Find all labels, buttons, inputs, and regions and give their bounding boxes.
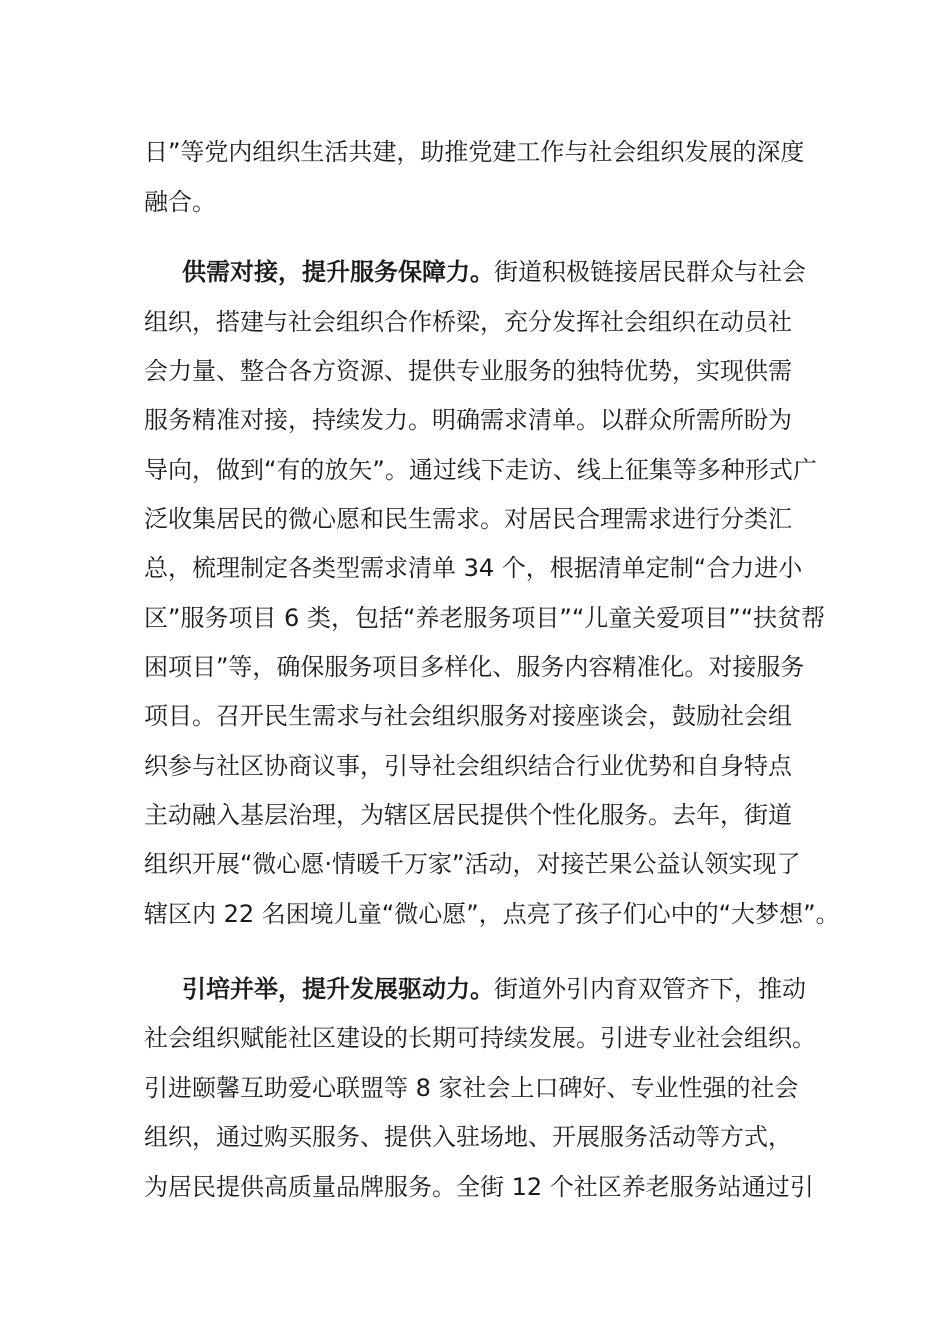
paragraph-first-line (182, 973, 806, 1005)
text-line: 导向，做到“有的放矢”。通过线下走访、线上征集等多种形式广 (144, 456, 817, 484)
text-line: 困项目”等，确保服务项目多样化、服务内容精准化。对接服务 (144, 653, 805, 681)
text-line: 项目。召开民生需求与社会组织服务对接座谈会，鼓励社会组 (144, 702, 792, 730)
text-line: 组织，搭建与社会组织合作桥梁，充分发挥社会组织在动员社 (144, 308, 792, 336)
paragraph-text: 街道外引内育双管齐下，推动 (494, 975, 806, 1003)
text-line: 织参与社区协商议事，引导社会组织结合行业优势和自身特点 (144, 752, 792, 780)
text-line: 泛收集居民的微心愿和民生需求。对居民合理需求进行分类汇 (144, 505, 792, 533)
text-line: 组织，通过购买服务、提供入驻场地、开展服务活动等方式， (144, 1123, 792, 1151)
paragraph-text: 街道积极链接居民群众与社会 (494, 258, 806, 286)
text-line: 日”等党内组织生活共建，助推党建工作与社会组织发展的深度 (144, 138, 805, 166)
text-line: 社会组织赋能社区建设的长期可持续发展。引进专业社会组织。 (144, 1024, 816, 1052)
text-line: 会力量、整合各方资源、提供专业服务的独特优势，实现供需 (144, 357, 792, 385)
text-line: 辖区内 22 名困境儿童“微心愿”，点亮了孩子们心中的“大梦想”。 (144, 900, 840, 928)
text-line: 服务精准对接，持续发力。明确需求清单。以群众所需所盼为 (144, 406, 792, 434)
paragraph-first-line (182, 256, 806, 288)
text-line: 引进颐馨互助爱心联盟等 8 家社会上口碑好、专业性强的社会 (144, 1074, 799, 1102)
text-line: 总，梳理制定各类型需求清单 34 个，根据清单定制“合力进小 (144, 554, 803, 582)
text-line: 主动融入基层治理，为辖区居民提供个性化服务。去年，街道 (144, 801, 792, 829)
paragraph-heading: 引培并举，提升发展驱动力。 (182, 975, 494, 1003)
text-line: 融合。 (144, 188, 216, 216)
text-line: 组织开展“微心愿·情暖千万家”活动，对接芒果公益认领实现了 (144, 850, 801, 878)
paragraph-heading: 供需对接，提升服务保障力。 (182, 258, 494, 286)
text-line: 为居民提供高质量品牌服务。全街 12 个社区养老服务站通过引 (144, 1173, 814, 1201)
text-line: 区”服务项目 6 类，包括“养老服务项目”“儿童关爱项目”“扶贫帮 (144, 604, 826, 632)
